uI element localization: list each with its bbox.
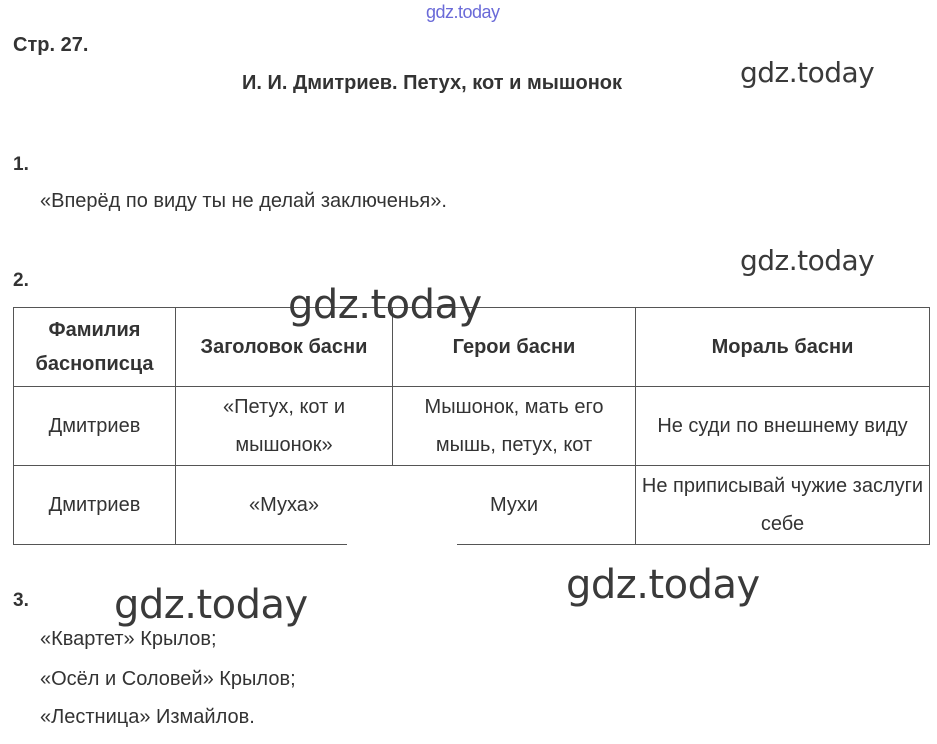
cell-characters: Мухи [393, 466, 636, 545]
blank-patch [292, 546, 512, 550]
watermark: gdz.today [740, 244, 875, 277]
header-moral: Мораль басни [636, 308, 930, 387]
table-row [14, 466, 930, 545]
fables-table [13, 307, 930, 545]
watermark: gdz.today [114, 582, 308, 628]
table-row [14, 387, 930, 466]
cell-moral: Не суди по внешнему виду [636, 387, 930, 466]
task-1-answer: «Вперёд по виду ты не делай заключенья». [40, 190, 447, 212]
watermark: gdz.today [288, 282, 482, 328]
blank-patch [347, 466, 457, 548]
cell-fable-title: «Петух, кот и мышонок» [176, 387, 393, 466]
watermark: gdz.today [566, 562, 760, 608]
task-3-line: «Осёл и Соловей» Крылов; [40, 668, 296, 690]
task-3-line: «Лестница» Измайлов. [40, 706, 255, 728]
cell-fable-title: «Муха» [176, 466, 393, 545]
header-fable-title: Заголовок басни [176, 308, 393, 387]
cell-characters: Мышонок, мать его мышь, петух, кот [393, 387, 636, 466]
page-reference: Стр. 27. [13, 34, 89, 56]
cell-author: Дмитриев [14, 466, 176, 545]
task-1-number: 1. [13, 154, 29, 175]
cell-moral: Не приписывай чужие заслуги себе [636, 466, 930, 545]
page-title: И. И. Дмитриев. Петух, кот и мышонок [242, 72, 623, 94]
header-author: Фамилия баснописца [14, 308, 176, 387]
task-3-line: «Квартет» Крылов; [40, 628, 217, 650]
cell-author: Дмитриев [14, 387, 176, 466]
task-3-number: 3. [13, 590, 29, 611]
task-2-number: 2. [13, 270, 29, 291]
watermark-top: gdz.today [426, 2, 500, 22]
header-characters: Герои басни [393, 308, 636, 387]
watermark: gdz.today [740, 56, 875, 89]
